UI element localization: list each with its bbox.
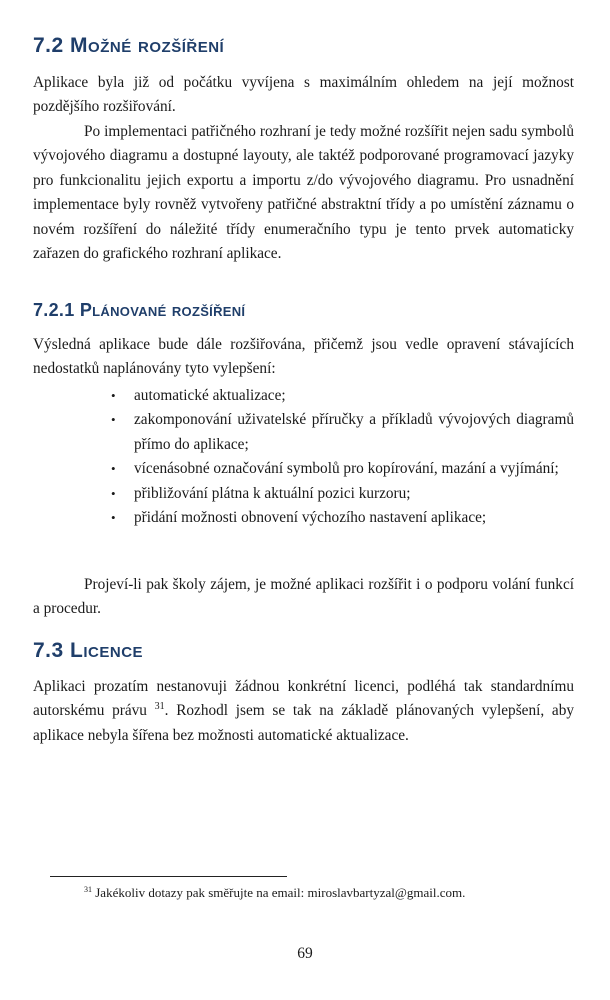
- footnote-reference[interactable]: 31: [154, 701, 165, 713]
- bullet-icon: •: [111, 510, 116, 526]
- list-item: [107, 408, 574, 457]
- paragraph-text: . Rozhodl jsem se tak na základě plánovaných vylepšení, aby aplikace nebyla šířena bez možnosti automatické aktualizace.: [33, 702, 574, 744]
- page-number: 69: [297, 945, 313, 962]
- footnote-text: Jakékoliv dotazy pak směřujte na email: miroslavbartyzal@gmail.com.: [92, 885, 466, 900]
- section-number: 7.2.1: [33, 300, 75, 320]
- list-item-text: zakomponování uživatelské příručky a příkladů vývojových diagramů přímo do aplikace;: [134, 411, 574, 453]
- paragraph: Projeví-li pak školy zájem, je možné aplikaci rozšířit i o podporu volání funkcí a procedur.: [33, 576, 574, 618]
- footnote-marker: 31: [84, 885, 92, 894]
- bullet-icon: •: [111, 388, 116, 403]
- footnote: [84, 884, 465, 902]
- section-heading-7-2: [33, 34, 224, 58]
- bullet-icon: •: [111, 461, 116, 477]
- list-item: [107, 384, 574, 408]
- list-item-text: vícenásobné označování symbolů pro kopírování, mazání a vyjímání;: [134, 460, 559, 478]
- list-item: [107, 457, 574, 481]
- list-item: [107, 506, 574, 530]
- paragraph: [33, 675, 574, 748]
- bullet-icon: •: [111, 412, 116, 428]
- footnote-separator: [50, 876, 287, 877]
- section-number: 7.2: [33, 34, 64, 57]
- list-item-text: přidání možnosti obnovení výchozího nastavení aplikace;: [134, 509, 487, 527]
- paragraph: Po implementaci patřičného rozhraní je tedy možné rozšířit nejen sadu symbolů vývojového diagramu a dostupné layouty, ale taktéž podporované programovací jazyky pro funkcionalitu jejich exportu a importu z/do vývojového diagramu. Pro usnadnění implementace byly rovněž vytvořeny patřičné abstraktní třídy a po umístění záznamu o novém rozšíření do náležité třídy enumeračního typu je tento prvek automaticky zařazen do grafického rozhraní aplikace.: [33, 123, 574, 263]
- section-heading-7-2-1: [33, 300, 245, 321]
- paragraph: Výsledná aplikace bude dále rozšiřována, přičemž jsou vedle opravení stávajících nedostatků naplánovány tyto vylepšení:: [33, 336, 574, 378]
- section-title: Licence: [70, 639, 144, 662]
- list-item: [107, 482, 574, 506]
- bullet-icon: •: [111, 485, 116, 501]
- paragraph-text: Aplikaci prozatím nestanovuji žádnou konkrétní licenci, podléhá tak standardnímu autorskému právu: [33, 678, 574, 720]
- section-heading-7-3: [33, 639, 143, 663]
- section-title: Možné rozšíření: [70, 34, 225, 57]
- section-number: 7.3: [33, 639, 64, 662]
- section-title: Plánované rozšíření: [79, 300, 246, 320]
- bullet-list: [107, 384, 574, 530]
- list-item-text: přibližování plátna k aktuální pozici kurzoru;: [134, 484, 411, 502]
- paragraph: Aplikace byla již od počátku vyvíjena s maximálním ohledem na její možnost pozdějšího rozšiřování.: [33, 74, 574, 116]
- list-item-text: automatické aktualizace;: [134, 387, 286, 404]
